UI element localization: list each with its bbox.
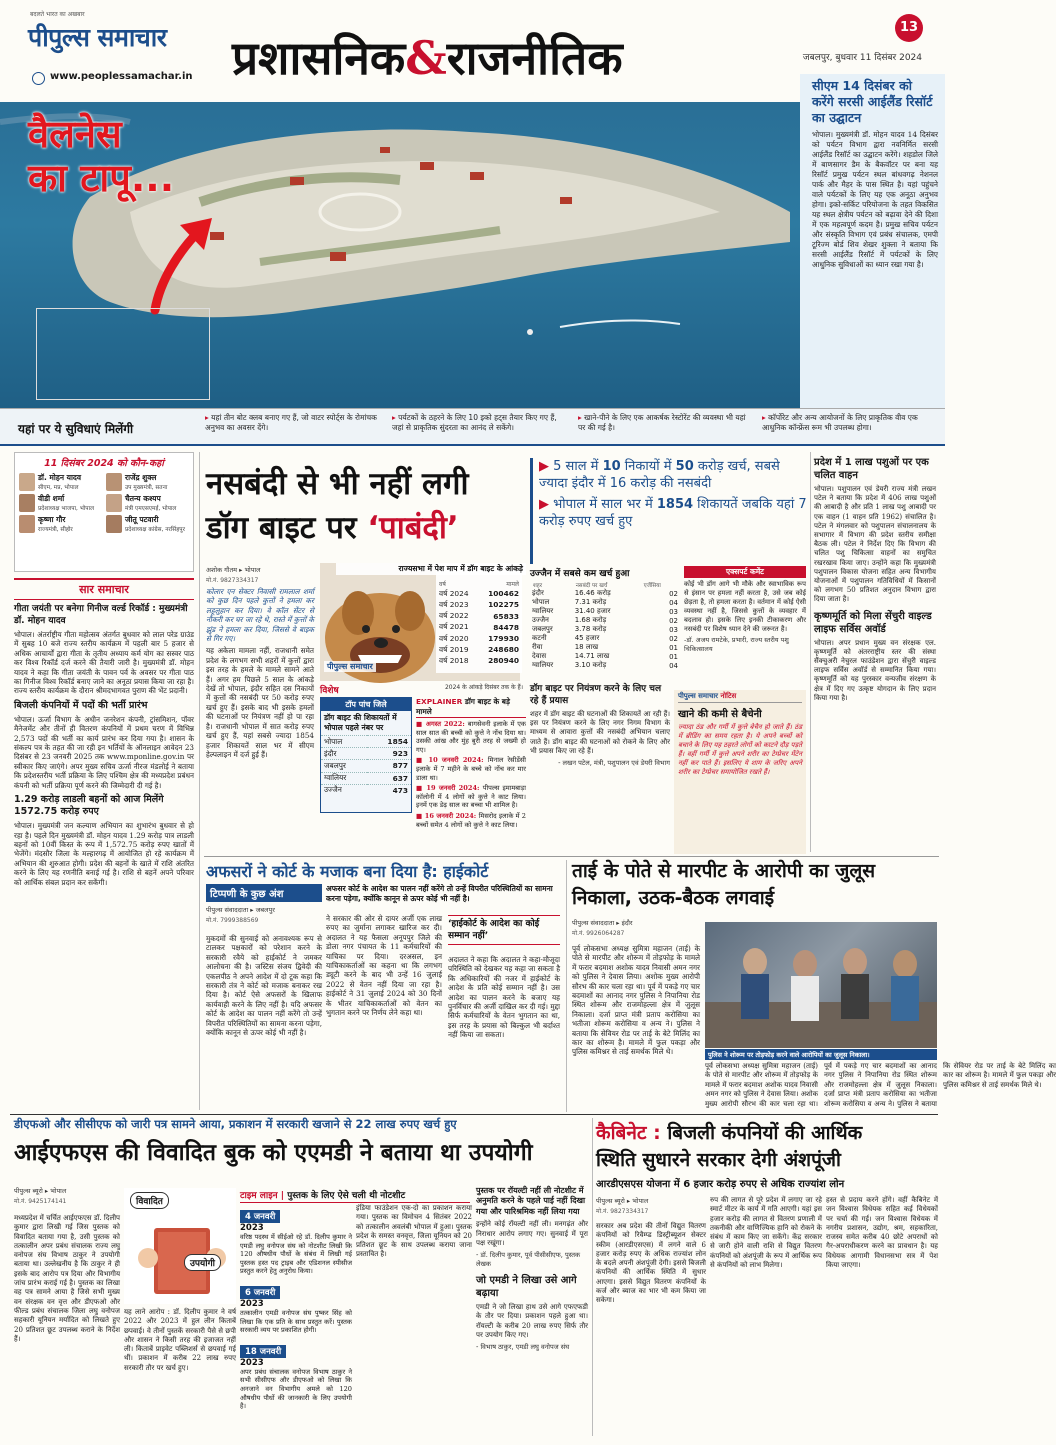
ujjain-row [530,661,680,670]
timeline-col-2: इंडिया फाउंडेशन एक-दो का प्रकाशन कराया गया। पुस्तक का विमोचन 4 सितंबर 2022 को तत्कालीन अवलंबी भोपाल में हुआ। पुस्तक प्रदेश के समस्त वनवृत्त, जिला यूनियन को 20 प्रतिशत छूट के साथ उपलब्ध कराया जाना प्रस्तावित है। [356,1204,472,1259]
district-name: भोपाल [321,736,367,748]
ias-byline: पीपुल्स ब्यूरो ▸ भोपाल [14,1187,67,1195]
expert-box [684,566,806,686]
explainer-item [416,784,526,810]
facility-item: ▸ कॉर्पोरेट और अन्य आयोजनों के लिए प्राकृतिक वीव एक आधुनिक कॉन्फ्रेंस रूम भी उपलब्ध होगा। [762,413,918,432]
royalty-headline: पुस्तक पर रॉयल्टी नहीं ली नोटशीट में अनुमति करने के पहले पाई नहीं दिखा गया और पारिश्रमिक नहीं लिया गया [476,1186,586,1216]
cabinet-col-3: हस्त से प्रदाय करने होंगे। वहीं कैबिनेट में जन विश्वास विधेयक सहित कई विधेयकों पर चर्चा की गई। जन विश्वास विधेयक में नगरीय प्रशासन, उद्योग, श्रम, सहकारिता, राजस्व समेत करीब 40 छोटे अपराधों को गैर-अपराधीकरण करने का प्रावधान है। यह विधेयक आगामी विधानसभा सत्र में पेश किया जाएगा। [826,1196,938,1270]
tai-mobile: मो.नं. 9926064287 [572,930,625,937]
tai-photo-illustration [705,922,937,1048]
dog-headline [206,462,526,550]
explainer-header [416,697,526,718]
website-icon [32,72,45,85]
ujjain-cost: 1.68 करोड़ [574,616,607,625]
ujjain-cost: 7.31 करोड़ [574,598,607,607]
district-row [321,760,411,772]
district-count: 473 [367,784,411,796]
ujjain-cost: 14.71 लाख [574,652,610,661]
column-divider [566,860,567,1112]
hero-side-story [800,74,945,408]
expert-label: एक्सपर्ट कमेंट [684,566,806,578]
ujjain-cost: 31.40 हजार [574,607,611,616]
timeline-date: 18 जनवरी [240,1345,286,1358]
chart-value-label: 65833 [493,611,519,621]
book-label-controversial: विवादित [130,1192,169,1209]
district-name: जबलपुर [321,760,367,772]
chart-value-label: 280940 [488,656,519,666]
column-divider [199,452,200,1110]
krishnamurti-body: भोपाल। अपर प्रधान मुख्य वन संरक्षक एल. कृष्णमूर्ति को अंतरराष्ट्रीय स्तर की संस्था सैंक्चुअरी नेचुरल फाउंडेशन द्वारा सेंचुरी वाइल्ड लाइफ सर्विस अवॉर्ड से सम्मानित किया गया। कृष्णमूर्ति को यह पुरस्कार वन्यजीव संरक्षण के क्षेत्र में दिए गए उत्कृष्ट योगदान के लिए प्रदान किया गया है। [814,638,936,702]
explainer-date: ■ 16 जनवरी 2024: [416,811,479,820]
person-role: प्रदेशाध्यक्ष कांग्रेस, नरसिंहपुर [125,527,185,533]
ujjain-row [530,652,680,661]
dog-bite-stats-chart [398,563,523,673]
explainer-list [416,720,526,829]
chart-year-label: वर्ष 2018 [439,655,469,665]
dateline: जबलपुर, बुधवार 11 दिसंबर 2024 [802,53,922,63]
explainer-date: ■ अगस्त 2022: [416,720,468,728]
cabinet-byline: पीपुल्स ब्यूरो ▸ भोपाल [596,1197,649,1205]
district-count: 1854 [367,736,411,748]
sar-label: सार समाचार [14,578,194,600]
jo-text: एमडी ने जो लिखा हाथ उसे आगे एफएफडी के तौर पर दिया। प्रकाशन पहले हुआ था। रॉयल्टी के करीब 20 लाख रुपए सिर्फ तौर पर उपयोग किए गए। [476,1303,588,1339]
explainer-item [416,812,526,829]
ujjain-city: कटनी [532,634,547,643]
person-role: प्रदेशाध्यक्ष भाजपा, भोपाल [38,506,95,512]
district-count: 923 [367,748,411,760]
explainer-text: मिसरोद इलाके में 2 बच्चों समेत 4 लोगों को कुत्ते ने काट लिया। [416,811,526,829]
ujjain-city: इंदौर [532,589,544,598]
chart-year-label: वर्ष 2019 [439,644,469,654]
explainer-item [416,756,526,782]
chart-year-label: वर्ष 2021 [439,622,469,632]
timeline-date: 6 जनवरी [240,1286,280,1299]
dog-mobile: मो.नं. 9827334317 [206,577,259,584]
cabinet-mobile: मो.नं. 9827334317 [596,1208,649,1215]
top-districts-title: टॉप पांच जिले [321,698,411,711]
explainer-text: मिनाल रेसीडेंसी इलाके में 7 महीने के बच्चे को नोंच कर मार डाला था। [416,756,527,782]
ujjain-agencies: 03 [669,625,678,634]
ias-col-2: यह लाने आरोप : डॉ. दिलीप कुमार ने वर्ष 2022 और 2023 में हुल लीन किताबें छपवाई। वे तीनों पुस्तकें सरकारी पैसे से छपी और शासन ने किसी तरह की इजाजत नहीं ली। किताबें प्राइवेट पब्लिशर्स से छपवाई गई थीं। प्रकाशन में करीब 22 लाख रुपए सरकारी तौर पर खर्च हुए। [124,1308,236,1372]
cabinet-col-1: सरकार अब प्रदेश की तीनों विद्युत वितरण कंपनियों को रिवैम्प्ड डिस्ट्रीब्यूशन सेक्टर स्कीम (आरडीएसएस) में लगने वाले 6 हजार करोड़ रुपए के अधिक राज्यांश लोन के बदले अपनी अंशपूंजी देगी। इससे बिजली कंपनियों की आर्थिक स्थिति में सुधार आएगा। इससे विद्युत वितरण कंपनियों के कर्ज और ब्याज का भार भी कम किया जा सकेगा। [596,1222,706,1305]
chart-row [436,655,522,666]
ujjain-table-box [530,566,680,672]
facility-item: ▸ खाने-पीने के लिए एक आकर्षक रेस्टोरेंट की व्यवस्था भी यहां पर की गई है। [578,413,746,432]
chart-row [436,622,522,633]
ujjain-header-agencies: एजेंसिया [643,582,661,589]
birthday-person [19,515,102,533]
ujjain-cost: 3.10 करोड़ [574,661,607,670]
hero-side-headline: सीएम 14 दिसंबर को करेंगे सरसी आईलैंड रिसॉर्ट का उद्घाटन [812,78,933,125]
avatar [106,494,122,512]
dog-body: यह अकेला मामला नहीं, राजधानी समेत प्रदेश के लगभग सभी शहरों में कुत्तों द्वारा इस तरह के हमले के मामले सामने आते हैं। अगर हम पिछले 5 साल के आंकड़े देखें तो भोपाल, इंदौर सहित दस निकायों में कुत्तों की नसबंदी पर 50 करोड़ रुपए खर्च हुए हैं। इसके बाद भी इसके हमलों की घटनाओं पर नियंत्रण नहीं हो पा रहा है। राजधानी भोपाल में सात करोड़ रुपए खर्च हुए हैं, यहां सबसे ज्यादा 1854 हजार शिकायतें साल भर में सीएम हेल्पलाइन में दर्ज हुई हैं। [206,646,314,759]
ujjain-row [530,643,680,652]
court-col-3: अदालत ने कहा कि अदालत ने कहा-मौजूदा परिस्थिति को देखकर यह कहा जा सकता है कि अधिकारियों की नजर में हाईकोर्ट के आदेश के प्रति कोई सम्मान नहीं है। उस आदेश का पालन करने के बजाए यह पुनर्विचार की अर्जी दाखिल कर दी गई। मुद्दा सिर्फ कर्मचारियों के वेतन भुगतान का था, इस तरह के प्रयास को बिल्कुल भी बर्दाश्त नहीं किया जा सकता। [448,955,561,1040]
chart-row [436,588,522,599]
court-col-1: मुकदमों की सुनवाई को अनावश्यक रूप से टालकर पक्षकारों को परेशान करने के सरकारी रवैये को हाईकोर्ट ने जमकर आलोचना की है। जस्टिस संजय द्विवेदी की एकलपीठ ने अपने आदेश में दो टूक कहा कि सरकारी तंत्र ने कोर्ट को मजाक बनाकर रख दिया है। कोर्ट ऐसे अफसरों के खिलाफ कार्यवाही करने के लिए नहीं है। यदि अफसर कोर्ट के आदेश का पालन नहीं करेंगे तो उन्हें विपरीत परिस्थितियों का सामना करना पड़ेगा, क्योंकि कानून से ऊपर कोई भी नहीं है। [206,934,322,1038]
ujjain-table [530,580,680,670]
timeline-item [240,1280,352,1335]
dog-text-column [206,562,314,858]
dog-watermark: पीपुल्स समाचार [324,661,376,672]
dog-headline-line-1: नसबंदी से भी नहीं लगी [206,466,469,502]
avatar [19,494,35,512]
avatar [106,515,122,533]
ujjain-agencies: 01 [669,643,678,652]
birthday-title: 11 दिसंबर 2024 को कौन-कहां [44,458,164,469]
hero-overlay-title [28,112,174,200]
chart-table [436,579,522,667]
chart-row [436,599,522,610]
book-cartoon [124,1188,236,1304]
ujjain-row [530,634,680,643]
far-right-column [814,456,936,854]
birthday-person [19,473,102,491]
timeline-year: 2023 [240,1298,264,1309]
logo-tagline: बदलते भारत का अखबार [30,11,85,18]
ujjain-header-city: शहर [533,582,543,589]
horizontal-rule [204,856,939,857]
district-count: 637 [367,772,411,784]
timeline-item [240,1204,352,1276]
ujjain-cost: 3.78 करोड़ [574,625,607,634]
ujjain-agencies: 01 [669,652,678,661]
person-name: चैतन्य कश्यप [125,494,161,503]
sar-headline-3: 1.29 करोड़ लाडली बहनों को आज मिलेंगे 1572.75 करोड़ रुपए [14,794,164,818]
ias-kicker: डीएफओ और सीसीएफ को जारी पत्र सामने आया, प्रकाशन में सरकारी खजाने से 22 लाख रुपए खर्च हुए [14,1117,457,1131]
top-districts-subtitle: डॉग बाइट की शिकायतों में भोपाल पहले नंबर पर [324,713,397,732]
chart-row [436,644,522,655]
cabinet-headline-line-2: स्थिति सुधारने सरकार देगी अंशपूंजी [596,1149,841,1171]
notice-tag: नोटिस [720,692,737,700]
column-divider [810,452,811,852]
sar-samachar-column [14,578,194,1113]
chart-row [436,611,522,622]
hero-overlay-line-1: वैलनेस [28,112,122,156]
dog-byline: अशोक गौतम ▸ भोपाल [206,566,261,574]
timeline-list [240,1204,352,1438]
tai-text: पूर्व लोकसभा अध्यक्ष सुमित्रा महाजन (ताई) के पोते से मारपीट और शोरूम में तोड़फोड़ के मामले में फरार बदमाश अशोक यादव निवासी अमन नगर को पुलिस ने देवास लिया। अशोक मुख्य आरोपी सौरभ की कार चला रहा था। पूर्व में पकड़े गए चार बदमाशों का आनाद नगर पुलिस ने निपानिया रोड स्थित शोरूम और राजमोहल्ला क्षेत्र में जुलूस निकाला। दर्जा प्राप्त मंत्री प्रताप करोसिया का भतीजा शोरूम करोसिया व अन्य ने। पुलिस ने बताया कि सेवियर रोड पर ताई के बेटे मिलिंद का कार का शोरूम है। मामले में फुल पकड़ा और पुलिस कमिश्नर से ताई समर्थक मिले थे। [572,944,700,1057]
chart-row [436,633,522,644]
ujjain-city: जबलपुर [532,625,553,634]
ujjain-city: ग्वालियर [532,607,554,616]
birthday-person [106,473,189,491]
section-title-amp: & [405,31,447,85]
district-row [321,772,411,784]
timeline-year: 2023 [240,1223,264,1233]
ujjain-header-cost: नसबंदी पर खर्च [575,582,608,589]
avatar [19,473,35,491]
ujjain-row [530,589,680,598]
person-name: राजेंद्र शुक्ल [125,473,157,482]
birthday-person [106,515,189,533]
timeline-header: टाइम लाइन | पुस्तक के लिए ऐसे चली थी नोटशीट [240,1188,470,1203]
sar-headline-1: गीता जयंती पर बनेगा गिनीज वर्ल्ड रिकॉर्ड : मुख्यमंत्री डॉ. मोहन यादव [14,604,188,626]
district-row [321,748,411,760]
krishnamurti-headline: कृष्णमूर्ति को मिला सेंचुरी वाइल्ड लाइफ सर्विस अवॉर्ड [814,610,932,635]
section-title-part-2: राजनीतिक [446,31,623,85]
ujjain-agencies: 04 [669,598,678,607]
chart-year-label: वर्ष 2023 [439,599,469,609]
facility-item: ▸ पर्यटकों के ठहरने के लिए 10 इको हट्स तैयार किए गए हैं, जहां से प्राकृतिक सुंदरता का आनंद ले सकेंगे। [392,413,557,432]
chart-value-label: 100462 [488,589,519,599]
court-mobile: मो.नं. 7999388569 [206,917,259,924]
avatar [106,473,122,491]
birthday-box [14,452,194,572]
dog-headline-line-2: डॉग बाइट पर ‘पाबंदी’ [206,510,459,546]
cabinet-headline [596,1120,941,1174]
notice-text: ज्यादा ठंड और गर्मी में कुत्ते बेचैन हो जाते हैं। ठंड में ब्रीडिंग का समय रहता है। ये अपने बच्चों को बचाने के लिए यह ठहरते लोगों को काटने दौड़ पड़ते हैं। वहीं गर्मी में कुत्ते अपने शरीर का टेम्प्रेचर मेंटेन नहीं कर पाते हैं। इसलिए ये शाम के जरिए अपने शरीर का टेम्प्रेचर समायोजित रखते हैं। [678,723,802,776]
chart-year-label: वर्ष 2024 [439,588,469,598]
sar-body-2: भोपाल। ऊर्जा विभाग के अधीन जनरेशन कंपनी, ट्रांसमिशन, पॉवर मैनेजमेंट और तीनों ही वितरण कंपनियों में प्रथम चरण में विभिन्न 2,573 पदों की भर्ती का कार्य प्रारंभ कर दिया गया है। शासन के संकल्प पत्र के तहत की जा रही इन भर्तियों के ऑनलाइन आवेदन 23 दिसंबर से 23 जनवरी 2025 तक www.mponline.gov.in पर स्वीकार किए जाएंगे। अपर मुख्य सचिव ऊर्जा नीरज मंडलोई ने बताया कि प्रदेशस्तरीय भर्ती प्रक्रिया के लिए पश्चिम क्षेत्र की मध्यप्रदेश प्रबंधन कंपनी को भर्ती प्रक्रिया पूर्ण करने की जिम्मेदारी दी गई है। [14,714,194,790]
ujjain-city: उज्जैन [532,616,549,625]
cabinet-kicker: आरडीएसएस योजना में 6 हजार करोड़ रुपए से अधिक राज्यांश लोन [596,1179,845,1190]
timeline-text: वरिष्ठ पदस्थ में सीईओ रहे डॉ. दिलीप कुमार ने एमडी लघु वनोपज संघ को नोटशीट लिखी कि 120 औषधीय पौधों के संबंध में लिखी गई पुस्तक हस्त पद ट्राइब और एडिशनल स्पीसीज प्रस्तुत करने हेतु अनुरोध किया। [240,1233,352,1276]
ujjain-agencies: 02 [669,589,678,598]
control-sign: - लखन पटेल, मंत्री, पशुपालन एवं डेयरी विभाग [558,759,670,768]
jo-headline: जो एमडी ने लिखा उसे आगे बढ़ाया [476,1275,577,1300]
horizontal-rule [10,1114,938,1115]
cabinet-byline-block [596,1196,706,1218]
notice-header [678,692,802,703]
birthday-person [106,494,189,512]
newspaper-logo: पीपुल्स समाचार [28,23,167,52]
district-name: ग्वालियर [321,772,367,784]
chart-caption: 2024 के आंकड़े दिसंबर तक के हैं। [444,684,523,691]
top-districts-box [320,697,412,813]
hero-overlay-line-2: का टापू... [28,156,175,200]
ujjain-agencies: 04 [669,661,678,670]
royalty-box [476,1186,588,1436]
tai-text-cont: पूर्व लोकसभा अध्यक्ष सुमित्रा महाजन (ताई) के पोते से मारपीट और शोरूम में तोड़फोड़ के मामले में फरार बदमाश अशोक यादव निवासी अमन नगर को पुलिस ने देवास लिया। अशोक मुख्य आरोपी सौरभ की कार चला रहा था। पूर्व में पकड़े गए चार बदमाशों का आनाद नगर पुलिस ने निपानिया रोड स्थित शोरूम और राजमोहल्ला क्षेत्र में जुलूस निकाला। दर्जा प्राप्त मंत्री प्रताप करोसिया का भतीजा शोरूम करोसिया व अन्य ने। पुलिस ने बताया कि सेवियर रोड पर ताई के बेटे मिलिंद का कार का शोरूम है। मामले में फुल पकड़ा और पुलिस कमिश्नर से ताई समर्थक मिले थे। [705,1062,1056,1108]
jo-sign: - विभाष ठाकुर, एमडी लघु वनोपज संघ [476,1343,570,1352]
explainer-text: पीपल्स इमामबाड़ा कॉलोनी में 4 लोगों को कुत्ते ने काट लिया। इनमें एक डेढ़ साल का बच्चा भी शामिल है। [416,784,527,810]
avatar [19,515,35,533]
ujjain-row [530,598,680,607]
hero-photo [0,102,800,408]
explainer-text: बागसेवनी इलाके में एक साल सात की बच्ची को कुत्ते ने नोंच दिया था। उसकी आंख और मुंह बुरी तरह से जख्मी हो गए। [416,720,526,754]
cabinet-headline-line-1: कैबिनेट : बिजली कंपनियों की आर्थिक [596,1122,863,1144]
timeline-year: 2023 [240,1357,264,1368]
court-col-2: ने सरकार की ओर से दायर अर्जी एक लाख रुपए का जुर्माना लगाकर खारिज कर दी। अदालत ने यह फैसला अनूपपुर जिले की डोला नगर पंचायत के 11 कर्मचारियों की याचिका पर दिया। दरअसल, इन याचिकाकर्ताओं का कहना था कि लगभग ड्यूटी करने के बाद भी उन्हें 16 जुलाई 2022 से वेतन नहीं दिया जा रहा है। हाईकोर्ट ने 31 जुलाई 2024 को 30 दिनों के भीतर याचिकाकर्ताओं को वेतन का भुगतान करने पर निर्णय लेने कहा था। [326,914,442,1018]
chart-year-label: वर्ष 2022 [439,611,469,621]
control-text: शहर में डॉग बाइट की घटनाओं की शिकायतें आ रही हैं। इस पर नियंत्रण करने के लिए नगर निगम विभाग के माध्यम से आवारा कुत्तों की नसबंदी अभियान चलाए जाते हैं। डॉग बाइट की घटनाओं को रोकने के लिए और भी प्रयास किए जा रहे हैं। [530,710,670,755]
timeline-text: अपर प्रबंध संचालक वनोपज विभाष ठाकुर ने सभी सीसीएफ और डीएफओ को लिखा कि अनजाने वन विभागीय अमले को 120 औषधीय पौधों की जानकारी के लिए उपयोगी है। [240,1367,352,1411]
person-role: सीएम, मप्र, भोपाल [38,485,79,491]
ujjain-city: भोपाल [532,598,550,607]
ujjain-row [530,625,680,634]
notice-title: खाने की कमी से बैचेनी [678,709,762,720]
court-headline: अफसरों ने कोर्ट के मजाक बना दिया है: हाईकोर्ट [206,862,489,881]
section-title-part-1: प्रशासनिक [232,31,406,85]
facility-item: ▸ यहां तीन बोट क्लब बनाए गए हैं, जो वाटर स्पोर्ट्स के रोमांचक अनुभव का अवसर देंगे। [205,413,377,432]
pointer-arrow-icon [130,210,220,320]
explainer-title: डॉग बाइट के बड़े मामले [416,697,510,716]
person-name: वीडी शर्मा [38,494,65,503]
hero-side-body: भोपाल। मुख्यमंत्री डॉ. मोहन यादव 14 दिसंबर को पर्यटन विभाग द्वारा नवनिर्मित सरसी आईलैंड रिसॉर्ट का उद्घाटन करेंगे। शहडोल जिले में बाणसागर डैम के बैकवॉटर पर बना यह रिसॉर्ट प्रमुख पर्यटन स्थल बांधवगढ़ नेशनल पार्क और मैहर के पास स्थित है। यहां पहुंचने वाले पर्यटकों के लिए यह एक अनूठा अनुभव होगा। इको-सर्किट परियोजना के तहत विकसित यह स्थल क्षेत्रीय पर्यटन को बढ़ावा देने की दिशा में एक महत्वपूर्ण कदम है। प्रमुख सचिव पर्यटन और संस्कृति विभाग एवं प्रबंध संचालक, एमपी टूरिज्म बोर्ड शिव शेखर शुक्ला ने बताया कि सरसी आईलैंड रिसॉर्ट में पर्यटकों के लिए आधुनिक सुविधाओं का ध्यान रखा गया है। [812,130,938,269]
person-name: कृष्णा गौर [38,515,66,524]
timeline-title: पुस्तक के लिए ऐसे चली थी नोटशीट [287,1191,406,1201]
ujjain-agencies: 03 [669,607,678,616]
sar-body-1: भोपाल। अंतर्राष्ट्रीय गीता महोत्सव अंतर्गत बुधवार को लाल परेड ग्राउंड में सुबह 10 बजे राज्य स्तरीय कार्यक्रम में पहली बार 5 हजार से अधिक आचार्यों द्वारा गीता के तृतीय अध्याय कर्म योग का सस्वर पाठ कर विश्व रिकॉर्ड दर्ज करने की तैयारी जारी है। मुख्यमंत्री डॉ. मोहन यादव ने कहा कि गीता जयंती के पावन पर्व के अवसर पर गीता पाठ का गिनीज विश्व रिकॉर्ड बनाए जाने का अनूठा प्रयास किया जा रहा है। राज्य स्तरीय कार्यक्रम के दौरान श्रीमदभागवत पुराण की भेंट प्रदानी। [14,630,194,696]
royalty-sign: - डॉ. दिलीप कुमार, पूर्व पीसीसीएफ, पुस्तक लेखक [476,1251,581,1269]
person-name: जीतू पटवारी [125,515,159,524]
timeline-item [240,1339,352,1411]
highlight-1: ▶ 5 साल में 10 निकायों में 50 करोड़ खर्च, सबसे ज्यादा इंदौर में 16 करोड़ की नसबंदी [539,459,780,491]
ujjain-row [530,607,680,616]
chart-value-label: 179930 [488,634,519,644]
ujjain-agencies: 02 [669,634,678,643]
birthday-grid [15,471,193,535]
explainer-box [416,697,526,851]
ias-byline-block [14,1186,124,1208]
chart-title: राज्यसभा में पेश माप में डॉग बाइट के आंकड़े [336,563,526,575]
explainer-date: ■ 10 जनवरी 2024: [416,756,488,765]
district-row [321,736,411,748]
section-title [232,28,623,88]
district-name: इंदौर [321,748,367,760]
timeline-text: तत्कालीन एमडी वनोपज संघ पुष्कर सिंह को लिखा कि एक प्रति के साथ प्रस्तुत करें। पुस्तक सरकारी व्यय पर प्रकाशित होगी। [240,1308,352,1335]
ias-headline: आईएफएस की विवादित बुक को एएमडी ने बताया था उपयोगी [14,1140,533,1166]
ujjain-title: उज्जैन में सबसे कम खर्च हुआ [530,569,630,579]
tippani-label: टिप्पणी के कुछ अंश [206,884,322,902]
ujjain-agencies: 02 [669,616,678,625]
page-number: 13 [895,14,923,42]
cabinet-col-2: रुप की लागत से पूरे प्रदेश में लगाए जा रहे स्मार्ट मीटर के कार्य में गति आएगी। यहां इस हजार करोड़ की लागत से वितरण प्रणाली में तकनीकी और वाणिज्यिक हानि को रोकने के संबंध में काम किए जा सकेंगे। केंद्र सरकार से जारी होने वाली राशि से विद्युत वितरण कंपनियों को अंशपूंजी के रूप में आर्थिक रूप से कंपनियों को लाभ मिलेगा। [710,1196,822,1270]
ujjain-city: ग्वालियर [532,661,554,670]
person-name: डॉ. मोहन यादव [38,473,82,482]
ujjain-city: रीवा [532,643,543,652]
chart-year-label: वर्ष 2020 [439,633,469,643]
birthday-person [19,494,102,512]
explainer-date: ■ 19 जनवरी 2024: [416,784,483,793]
expert-sign: -डॉ. अजय रामटेके, प्रभारी, राज्य स्तरीय पशु चिकित्सालय [684,636,789,653]
explainer-label: EXPLAINER [416,697,463,706]
court-pull-quote: ‘हाईकोर्ट के आदेश का कोई सम्मान नहीं’ [448,915,560,945]
pashu-body: भोपाल। पशुपालन एवं डेयरी राज्य मंत्री लखन पटेल ने बताया कि प्रदेश में 406 लाख पशुओं की आबादी है और प्रति 1 लाख पशु आबादी पर एक वाहन (1 वाहन प्रति 1962) संचालित है। पटेल ने मंगलवार को पशुपालन संचालनालय के सभागार में विभाग की प्रदेश स्तरीय समीक्षा बैठक ली। पटेल ने निर्देश दिए कि विभाग की चलित पशु चिकित्सा वाहनों का समुचित रखरखाव किया जाए। उन्होंने कहा कि मुख्यमंत्री पशुपालन विकास योजना सहित अन्य विभागीय योजनाओं में पशुपालन गतिविधियों में किसानों को लगभग 50 प्रतिशत अनुदान विभाग द्वारा दिया जाता है। [814,485,936,604]
court-quote: अफसर कोर्ट के आदेश का पालन नहीं करेंगे तो उन्हें विपरीत परिस्थितियों का सामना करना पड़ेगा, क्योंकि कानून से ऊपर कोई भी नहीं है। [326,884,553,903]
hero-inset-frame [36,308,210,400]
district-row [321,784,411,796]
facilities-label: यहां पर ये सुविधाएं मिलेंगी [18,422,134,436]
timeline-tag: टाइम लाइन [240,1191,278,1201]
ias-col-1: मध्यप्रदेश में चर्चित आईएफएस डॉ. दिलीप कुमार द्वारा लिखी गई जिस पुस्तक को विवादित बताया गया है, उसी पुस्तक को तत्कालीन अपर प्रबंध संचालक राज्य लघु वनोपज संघ विभाष ठाकुर ने उपयोगी बताया था। उल्लेखनीय है कि ठाकुर ने ही इसके बाद आरोप पत्र दिया और विभागीय जांच प्रारंभ कराई गई है। पुस्तक का लिखा वह पत्र सामने आया है जिसे सभी मुख्य वन संरक्षक वन वृत्त और डीएफओ और फील्ड प्रबंध संचालक जिला लघु वनोपज सहकारी यूनियन मर्यादित को लिखते हुए 20 प्रतिशत छूट उपलब्ध कराने के निर्देश हैं। [14,1214,120,1343]
tai-photo-caption: पुलिस ने शोरूम पर तोड़फोड़ करने वाले आरोपियों का जुलूस निकाला। [705,1049,937,1060]
vishesh-tag: विशेष [320,686,339,696]
sar-body-3: भोपाल। मुख्यमंत्री जन कल्याण अभियान का शुभारंभ बुधवार से हो रहा है। पहले दिन मुख्यमंत्री डॉ. मोहन यादव 1.29 करोड़ पात्र लाडली बहनों को 10वीं किस्त के रूप में 1,572.75 करोड़ रुपए खातों में भेजेंगे। मंदसौर जिला के मल्हारगढ़ में आयोजित हो रहे कार्यक्रम में अभियान की शुरुआत होगी। प्रदेश की बहनों के खाते में राशि अंतरित करने के लिए यह रणनीति बनाई गई है। राशि से बहनें अपने परिवार को आर्थिक संबल प्रदान कर सकेंगी। [14,821,194,887]
book-label-useful: उपयोगी [184,1254,221,1271]
website-link[interactable]: www.peoplessamachar.in [50,71,193,82]
royalty-text: इन्होंने कोई रॉयल्टी नहीं ली। मनगढ़ंत और निराधार आरोप लगाए गए। सुनवाई में पूरा पक्ष रखूंगा। [476,1220,588,1247]
control-box [530,684,670,854]
tai-photo [705,922,937,1048]
chart-value-label: 248680 [488,645,519,655]
ujjain-cost: 16.46 करोड़ [574,589,611,598]
pashu-headline: प्रदेश में 1 लाख पशुओं पर एक चलित वाहन [814,457,929,481]
dog-intro: कोलार एन सेक्टर निवासी रामलाल शर्मा को कुछ दिन पहले कुत्तों ने हमला कर लहूलुहान कर दिया। वे कॉल सेंटर से नौकरी कर घर जा रहे थे, रास्ते में कुत्तों के झुंड ने हमला कर दिया, जिससे वे बाइक से गिर गए। [206,587,314,644]
tippani-block [206,884,322,927]
chart-header-year: वर्ष [439,580,446,588]
notice-brand: पीपुल्स समाचार [678,692,719,700]
sar-headline-2: बिजली कंपनियों में पदों की भर्ती प्रारंभ [14,699,148,711]
column-divider [592,1118,593,1436]
top-districts-table [321,735,411,796]
chart-value-label: 102275 [488,600,519,610]
tai-byline: पीपुल्स संवाददाता ▸ इंदौर [572,919,633,927]
ujjain-cost: 18 लाख [574,643,599,652]
chart-header-cases: मामले [506,580,519,588]
timeline-date: 4 जनवरी [240,1210,280,1223]
ujjain-cost: 45 हजार [574,634,600,643]
district-count: 877 [367,760,411,772]
tai-headline: ताई के पोते से मारपीट के आरोपी का जुलूस निकाला, उठक-बैठक लगवाई [572,860,876,909]
district-name: उज्जैन [321,784,367,796]
chart-value-label: 84478 [493,622,519,632]
notice-box [674,690,806,854]
highlight-2: ▶ भोपाल में साल भर में 1854 शिकायतें जबकि यहां 7 करोड़ रुपए खर्च हुए [539,497,807,529]
dog-highlights [530,458,808,564]
ias-mobile: मो.नं. 9425174141 [14,1198,67,1205]
facilities-strip [0,408,945,446]
ujjain-row [530,616,680,625]
expert-text: कोई भी डॉग आगे भी मौके और स्वाभाविक रूप से इंसान पर हमला नहीं करता है, उसे जब कोई छेड़ता है, तो हमला करता है। वर्तमान में कोई ऐसी व्यवस्था नहीं है, जिससे कुत्तों के व्यवहार में बदलाव हो। इसके लिए इनकी टीकाकरण और नसबंदी पर विशेष ध्यान देने की जरूरत है। [684,580,806,633]
person-role: मंत्री एमएसएमई, भोपाल [125,506,177,512]
control-title: डॉग बाइट पर नियंत्रण करने के लिए चल रहे हैं प्रयास [530,684,662,706]
court-byline: पीपुल्स संवाददाता ▸ जबलपुर [206,906,275,914]
person-role: उप मुख्यमंत्री, सतना [125,485,168,491]
explainer-item [416,720,526,754]
person-role: राज्यमंत्री, सीहोर [38,527,73,533]
ujjain-city: देवास [532,652,547,661]
